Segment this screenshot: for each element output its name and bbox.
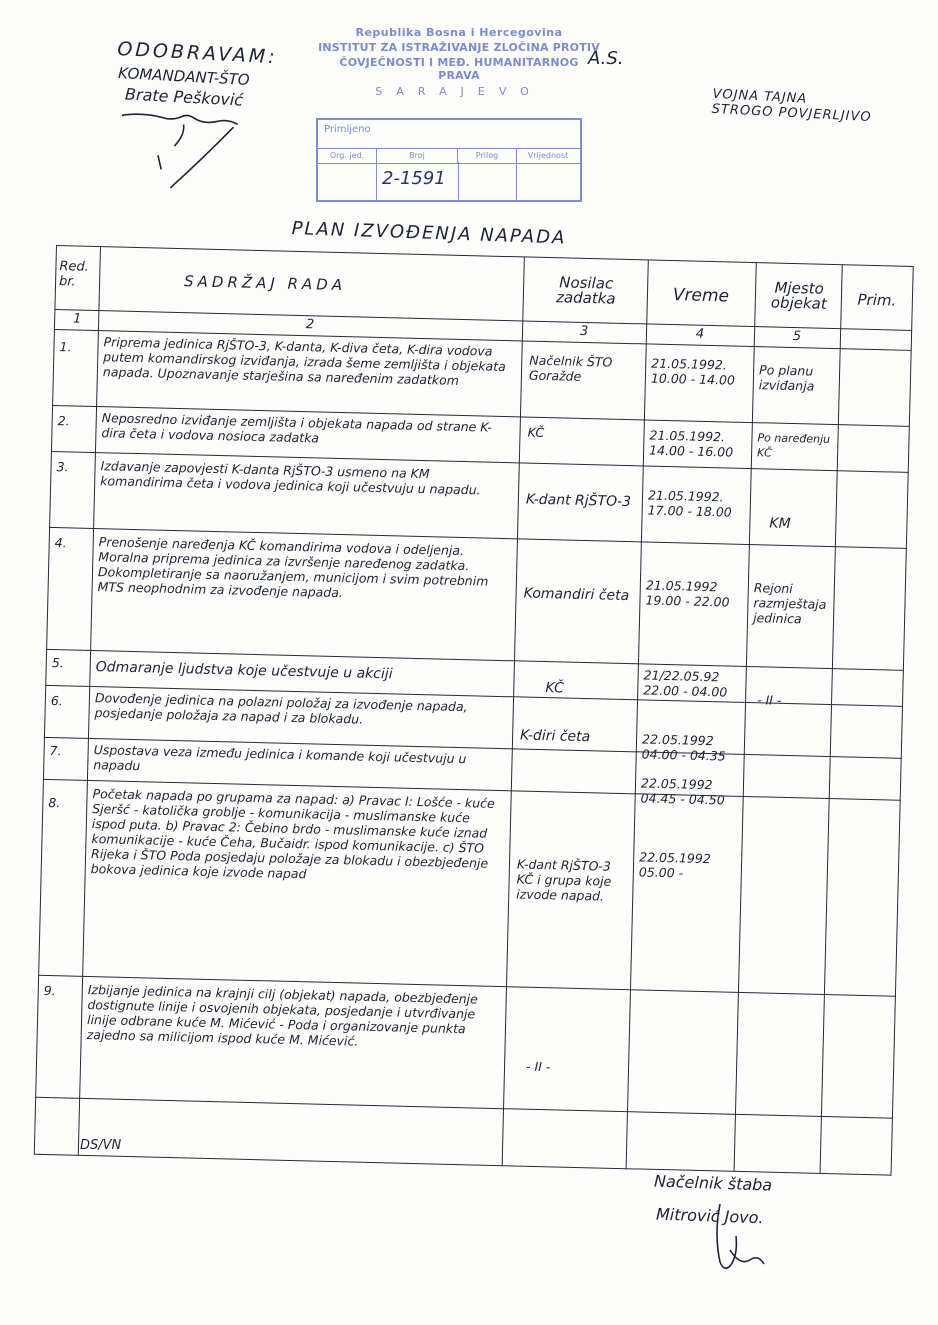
classification-line-2: STROGO POVJERLJIVO [711,101,872,126]
approval-signature-icon [110,105,294,204]
stamp-line-3: ČOVJEČNOSTI I MEĐ. HUMANITARNOG PRAVA [339,56,579,82]
stamp-line-1: Republika Bosna i Hercegovina [355,26,563,39]
col-number-2: 2 [305,317,315,333]
row-2-place: Po naređenju KČ [756,431,831,460]
row-5-place: - II - [756,692,782,708]
row-5-holder: KČ [545,680,565,697]
row-3-place: KM [769,515,791,533]
classification-line-1: VOJNA TAJNA [712,86,808,107]
header-place: Mjesto objekat [770,278,827,313]
received-number: 2-1591 [382,168,446,189]
row-6-time: 22.05.1992 04.00 - 04.35 [641,731,726,764]
received-label: Primljeno [324,124,371,135]
row-2-content: Neposredno izviđanje zemljišta i objekata napada od strane K-dira četa i vodova nosioca zadatka [101,410,492,446]
row-5-content: Odmaranje ljudstva koje učestvuje u akciji [95,659,393,683]
approval-heading: ODOBRAVAM: [116,38,279,69]
row-2-holder: KČ [527,424,545,440]
row-7-content: Uspostava veza između jedinica i komande koji učestvuju u napadu [93,742,467,774]
approval-name: Brate Pešković [124,84,244,110]
received-stamp-box [316,118,582,202]
plan-table [34,245,914,1176]
approval-block [110,38,338,210]
row-1-time: 21.05.1992. 10.00 - 14.00 [650,355,736,388]
row-7-number: 7. [49,742,62,759]
row-4-number: 4. [54,535,67,551]
row-4-place: Rejoni razmještaja jedinica [752,580,827,627]
row-8-time: 22.05.1992 05.00 - [638,849,711,881]
row-3-holder: K-dant RjŠTO-3 [525,491,632,511]
document-title: PLAN IZVOĐENJA NAPADA [291,218,567,249]
row-9-time: - II - [525,1058,551,1075]
stamp-col-vrijednost: Vrijednost [527,151,569,160]
row-3-content: Izdavanje zapovjesti K-danta RjŠTO-3 usmeno na KM komandirima četa i vodova jedinica koji učestvuju u napadu. [100,458,481,498]
row-3-number: 3. [56,459,69,475]
footer-reference: DS/VN [80,1138,122,1153]
header-time: Vreme [672,285,730,307]
row-9-number: 9. [43,982,56,999]
stamp-col-broj: Broj [377,149,458,163]
signature-title: Načelnik štaba [653,1171,773,1195]
institute-stamp [318,26,600,98]
row-6-holder: K-diri četa [519,727,591,746]
row-1-content: Priprema jedinica RjŠTO-3, K-danta, K-diva četa, K-dira vodova putem komandirskog izviđanja, izrada šeme zemljišta i objekata napada. Upoznavanje starješina sa naređenim zadatkom [102,334,506,388]
col-number-4: 4 [695,326,705,342]
row-2-time: 21.05.1992. 14.00 - 16.00 [648,427,734,460]
row-1-place: Po planu izviđanja [758,362,815,394]
row-2-number: 2. [57,413,70,429]
row-6-content: Dovođenje jedinica na polazni položaj za izvođenje napada, posjedanje položaja za napad i za blokadu. [94,690,468,727]
row-8-content: Početak napada po grupama za napad: a) Pravac I: Lošće - kuće Sjeršć - katolička groblje - komunikacija - muslimanske kuće ispod puta. b) Pravac 2: Čebino brdo - muslimanske kuće iznad komunikacije - kuće Čeha, Bučaidr. ispod komunikacije. c) ŠTO Rijeka i ŠTO Poda posjedaju položaje za blokadu i obezbjeđenje bokova jedinica koje izvode napad [90,786,495,882]
stamp-col-prilog: Prilog [458,149,517,163]
header-remark: Prim. [857,290,897,310]
col-number-1: 1 [72,311,82,327]
row-8-number: 8. [48,794,61,811]
stamp-city: SARAJEVO [375,85,543,98]
col-number-3: 3 [579,323,589,340]
row-7-time: 22.05.1992 04.45 - 04.50 [640,775,725,808]
row-6-number: 6. [50,693,63,709]
row-4-content: Prenošenje naređenja KČ komandirima vodova i odeljenja. Moralna priprema jedinica za izvršenje naređenog zadatka. Dokompletiranje sa naoružanjem, municijom i svim potrebnim MTS neophodnim za izvođenje napada. [97,534,489,601]
row-3-time: 21.05.1992. 17.00 - 18.00 [647,487,732,520]
row-9-content: Izbijanje jedinica na krajnji cilj (objekat) napada, obezbjeđenje dostignute linije i osvojenih objekata, posjedanje i utvrđivanje linije odbrane kuće M. Mićević - Poda i organizovanje punkta zajedno sa milicijom ispod kuće M. Mićević. [86,982,479,1049]
signature-name: Mitrović Jovo. [655,1204,764,1228]
stamp-col-org: Org. jed. [318,149,377,163]
header-row-number: Red. br. [58,259,90,290]
header-holder: Nosilac zadatka [555,273,616,308]
stamp-line-2: INSTITUT ZA ISTRAŽIVANJE ZLOČINA PROTIV [318,41,600,54]
row-4-time: 21.05.1992 19.00 - 22.00 [645,577,730,610]
col-number-5: 5 [792,329,802,345]
row-5-time: 21/22.05.92 22.00 - 04.00 [643,667,728,700]
row-5-number: 5. [51,655,64,671]
signature-scribble-icon [690,1200,780,1290]
row-8-holder: K-dant RjŠTO-3 KČ i grupa koje izvode napad. [516,856,612,904]
row-1-holder: Načelnik ŠTO Goražde [528,352,613,384]
classification-block [711,87,912,127]
header-content: SADRŽAJ RADA [183,272,347,295]
received-columns [318,148,580,164]
approval-commander: KOMANDANT-ŠTO [117,64,251,89]
row-1-number: 1. [59,339,72,355]
reference-mark: A.S. [588,48,624,69]
row-4-holder: Komandiri četa [523,585,630,605]
